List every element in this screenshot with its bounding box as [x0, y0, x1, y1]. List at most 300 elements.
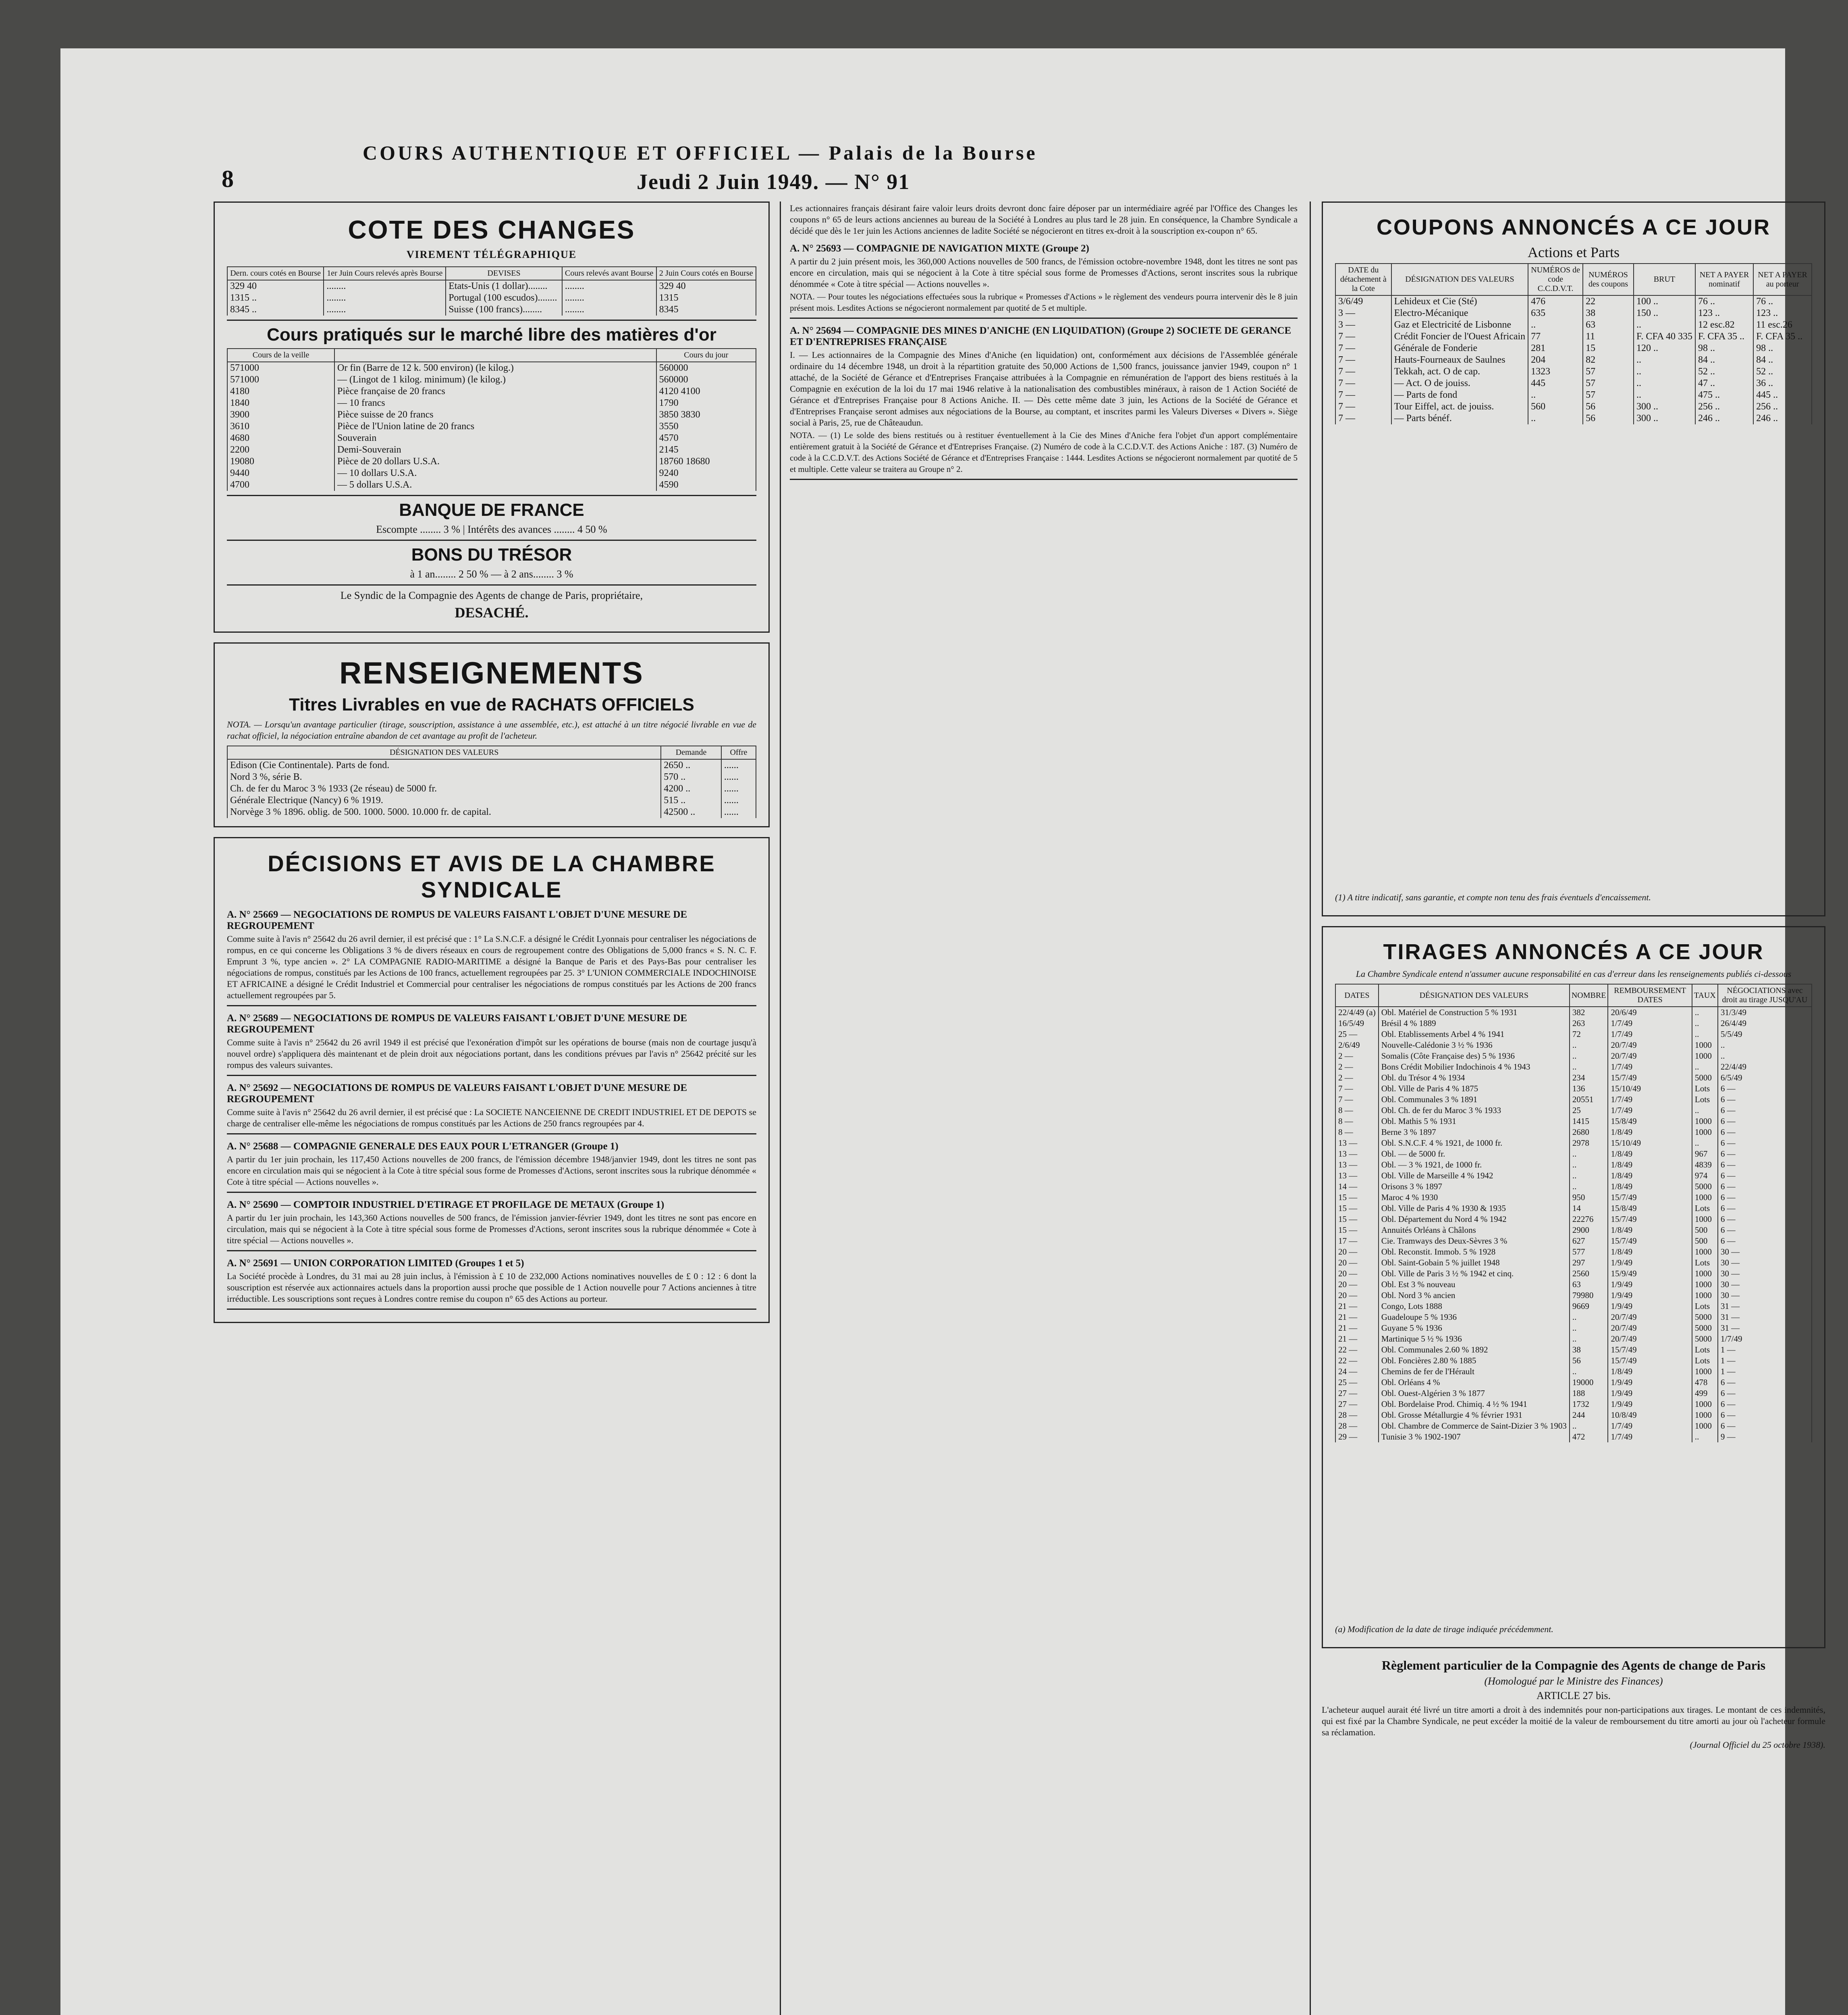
table-cell: 1000: [1692, 1366, 1718, 1377]
table-cell: 20/7/49: [1608, 1051, 1692, 1062]
table-row: [1335, 1029, 1812, 1040]
table-cell: Lots: [1692, 1094, 1718, 1105]
table-cell: 7 —: [1335, 1083, 1379, 1094]
page-title: COURS AUTHENTIQUE ET OFFICIEL — Palais de la Bourse: [363, 141, 1038, 164]
table-cell: 24 —: [1335, 1366, 1379, 1377]
column-header: NUMÉROS des coupons: [1583, 264, 1634, 295]
table-cell: 76 ..: [1695, 295, 1753, 307]
table-cell: Etats-Unis (1 dollar)........: [446, 280, 562, 292]
table-cell: Gaz et Electricité de Lisbonne: [1391, 319, 1528, 331]
table-cell: 31 —: [1718, 1323, 1812, 1334]
table-row: [1335, 1072, 1812, 1083]
table-cell: 47 ..: [1695, 378, 1753, 389]
avis-text: A partir du 1er juin prochain, les 143,360 Actions nouvelles de 500 francs, de l'émission janvier-février 1949, dont les titres ne sont pas encore en circulation, mais qui se négocient à la Cote à titre spécial sous forme de Promesses d'Actions, seront inscrites sous la rubrique dénommée « Cote à titre spécial — Actions nouvelles ».: [227, 1213, 756, 1245]
table-cell: Souverain: [334, 432, 656, 444]
table-cell: Pièce de l'Union latine de 20 francs: [334, 421, 656, 432]
table-cell: 6 —: [1718, 1138, 1812, 1149]
table-cell: ........: [562, 304, 656, 316]
table-row: [1335, 401, 1812, 413]
table-row: [1335, 1040, 1812, 1051]
table-cell: ..: [1718, 1051, 1812, 1062]
table-cell: 98 ..: [1695, 343, 1753, 354]
table-row: [227, 362, 756, 374]
table-cell: Lots: [1692, 1083, 1718, 1094]
table-cell: Obl. Nord 3 % ancien: [1379, 1290, 1570, 1301]
table-cell: ..: [1692, 1431, 1718, 1442]
table-cell: 1/7/49: [1608, 1105, 1692, 1116]
table-cell: 9669: [1570, 1301, 1608, 1312]
table-cell: Or fin (Barre de 12 k. 500 environ) (le kilog.): [334, 362, 656, 374]
table-cell: 8345 ..: [227, 304, 324, 316]
table-cell: 4590: [656, 479, 756, 491]
table-cell: ......: [721, 783, 756, 795]
table-cell: 1/7/49: [1608, 1431, 1692, 1442]
avis-item: [790, 325, 1298, 480]
table-cell: ..: [1570, 1149, 1608, 1159]
table-cell: 244: [1570, 1410, 1608, 1421]
table-cell: Obl. Reconstit. Immob. 5 % 1928: [1379, 1246, 1570, 1257]
table-cell: 9 —: [1718, 1431, 1812, 1442]
table-cell: 499: [1692, 1388, 1718, 1399]
table-cell: 15/7/49: [1608, 1236, 1692, 1246]
table-cell: 8345: [656, 304, 756, 316]
coupons-section: [1322, 202, 1825, 916]
table-cell: ..: [1692, 1138, 1718, 1149]
table-cell: 6 —: [1718, 1399, 1812, 1410]
table-cell: 4570: [656, 432, 756, 444]
table-cell: Pièce de 20 dollars U.S.A.: [334, 456, 656, 467]
column-header: 1er Juin Cours relevés après Bourse: [324, 267, 446, 280]
table-cell: 42500 ..: [661, 806, 721, 818]
table-row: [1335, 343, 1812, 354]
table-cell: ..: [1718, 1040, 1812, 1051]
table-row: [1335, 1366, 1812, 1377]
table-row: [1335, 1421, 1812, 1431]
table-cell: 1/7/49: [1608, 1094, 1692, 1105]
table-cell: 1/8/49: [1608, 1246, 1692, 1257]
table-cell: Bons Crédit Mobilier Indochinois 4 % 1943: [1379, 1062, 1570, 1072]
column-header: DEVISES: [446, 267, 562, 280]
table-cell: Obl. Etablissements Arbel 4 % 1941: [1379, 1029, 1570, 1040]
table-cell: Demi-Souverain: [334, 444, 656, 456]
column-header: NOMBRE: [1570, 984, 1608, 1007]
avis-item: [227, 1082, 756, 1134]
table-cell: 6 —: [1718, 1159, 1812, 1170]
column-header: REMBOURSEMENT DATES: [1608, 984, 1692, 1007]
table-row: [1335, 1149, 1812, 1159]
table-cell: — Parts de fond: [1391, 389, 1528, 401]
table-cell: 22: [1583, 295, 1634, 307]
table-cell: 28 —: [1335, 1421, 1379, 1431]
reglement-title: Règlement particulier de la Compagnie des Agents de change de Paris: [1381, 1658, 1766, 1672]
table-row: [1335, 1094, 1812, 1105]
col2-intro: Les actionnaires français désirant faire valoir leurs droits devront donc faire déposer par un intermédiaire agréé par l'Office des Changes les coupons n° 65 de leurs actions anciennes au bureau de la Société à Londres au plus tard le 28 juin. En conséquence, la Chambre Syndicale a décidé que dès le 1er juin les Actions anciennes de ladite Société se négocieront en titres ex-droit à la souscription ex-coupon n° 65.: [790, 203, 1298, 236]
table-cell: F. CFA 35 ..: [1753, 331, 1812, 343]
table-cell: 15/7/49: [1608, 1344, 1692, 1355]
table-row: [1335, 1127, 1812, 1138]
table-cell: 76 ..: [1753, 295, 1812, 307]
table-row: [1335, 1399, 1812, 1410]
avis-item: [227, 1013, 756, 1076]
table-cell: 6 —: [1718, 1203, 1812, 1214]
table-cell: 5000: [1692, 1072, 1718, 1083]
reglement-source: (Journal Officiel du 25 octobre 1938).: [1690, 1740, 1825, 1750]
table-cell: 20/6/49: [1608, 1007, 1692, 1018]
table-cell: 297: [1570, 1257, 1608, 1268]
reglement-text: L'acheteur auquel aurait été livré un titre amorti a droit à des indemnités pour non-participations aux tirages. Le montant de ces indemnités, qui est fixé par la Chambre Syndicale, ne peut excéder la moitié de la valeur de remboursement du titre amorti au jour où l'acheteur formule sa réclamation.: [1322, 1705, 1825, 1737]
table-cell: ........: [562, 280, 656, 292]
table-row: [1335, 1225, 1812, 1236]
avis-item: [790, 243, 1298, 319]
avis-item: [227, 909, 756, 1006]
table-cell: 7 —: [1335, 389, 1391, 401]
changes-table: [227, 266, 756, 316]
table-row: [1335, 1138, 1812, 1149]
avis-nota: NOTA. — Pour toutes les négociations effectuées sous la rubrique « Promesses d'Actions » le règlement des vendeurs pourra intervenir dès le 8 juin présent mois. Lesdites Actions se négocieront normalement par quotité de 5 et multiple.: [790, 292, 1298, 313]
table-cell: Edison (Cie Continentale). Parts de fond.: [227, 759, 661, 771]
bank-line: Escompte ........ 3 % | Intérêts des avances ........ 4 50 %: [376, 523, 607, 535]
syndic-name: DESACHÉ.: [455, 604, 529, 621]
table-cell: 627: [1570, 1236, 1608, 1246]
table-cell: 15/8/49: [1608, 1116, 1692, 1127]
column-header: DÉSIGNATION DES VALEURS: [227, 746, 661, 759]
table-cell: 635: [1528, 307, 1583, 319]
table-row: [227, 280, 756, 292]
table-cell: 20 —: [1335, 1246, 1379, 1257]
column-header: NUMÉROS de code C.C.D.V.T.: [1528, 264, 1583, 295]
table-cell: 7 —: [1335, 343, 1391, 354]
coupons-note: (1) A titre indicatif, sans garantie, et compte non tenu des frais éventuels d'encaissement.: [1335, 892, 1651, 902]
avis-heading: A. N° 25688 — COMPAGNIE GENERALE DES EAUX POUR L'ETRANGER (Groupe 1): [227, 1141, 619, 1152]
table-cell: ..: [1634, 389, 1695, 401]
table-cell: 571000: [227, 362, 334, 374]
table-cell: 300 ..: [1634, 401, 1695, 413]
table-row: [1335, 1246, 1812, 1257]
table-row: [227, 444, 756, 456]
table-cell: 560000: [656, 374, 756, 386]
tirages-title: TIRAGES ANNONCÉS A CE JOUR: [1383, 940, 1764, 964]
table-cell: Obl. Ville de Paris 4 % 1875: [1379, 1083, 1570, 1094]
table-cell: 8 —: [1335, 1116, 1379, 1127]
table-cell: Nord 3 %, série B.: [227, 771, 661, 783]
table-row: [227, 421, 756, 432]
table-cell: Obl. Ville de Marseille 4 % 1942: [1379, 1170, 1570, 1181]
table-cell: Lehideux et Cie (Sté): [1391, 295, 1528, 307]
table-cell: 1/8/49: [1608, 1170, 1692, 1181]
table-cell: 1/7/49: [1608, 1062, 1692, 1072]
table-cell: 21 —: [1335, 1312, 1379, 1323]
table-cell: Pièce française de 20 francs: [334, 386, 656, 397]
table-row: [1335, 1323, 1812, 1334]
table-cell: 515 ..: [661, 795, 721, 806]
table-cell: Cie. Tramways des Deux-Sèvres 3 %: [1379, 1236, 1570, 1246]
table-cell: 246 ..: [1753, 413, 1812, 424]
table-cell: 7 —: [1335, 1094, 1379, 1105]
table-cell: 84 ..: [1753, 354, 1812, 366]
table-cell: 6 —: [1718, 1377, 1812, 1388]
table-cell: 21 —: [1335, 1334, 1379, 1344]
table-row: [1335, 1334, 1812, 1344]
table-cell: Obl. Bordelaise Prod. Chimiq. 4 ½ % 1941: [1379, 1399, 1570, 1410]
table-cell: 1/8/49: [1608, 1127, 1692, 1138]
table-cell: Maroc 4 % 1930: [1379, 1192, 1570, 1203]
table-cell: — 5 dollars U.S.A.: [334, 479, 656, 491]
table-cell: 2 —: [1335, 1051, 1379, 1062]
table-cell: 57: [1583, 366, 1634, 378]
table-cell: 52 ..: [1695, 366, 1753, 378]
table-cell: 3/6/49: [1335, 295, 1391, 307]
table-cell: 15 —: [1335, 1214, 1379, 1225]
table-cell: ......: [721, 795, 756, 806]
table-cell: ..: [1570, 1051, 1608, 1062]
table-row: [227, 467, 756, 479]
table-cell: 98 ..: [1753, 343, 1812, 354]
table-cell: 2978: [1570, 1138, 1608, 1149]
table-cell: 27 —: [1335, 1388, 1379, 1399]
newspaper-page: [60, 48, 1825, 2015]
table-cell: 56: [1583, 413, 1634, 424]
table-cell: 6 —: [1718, 1421, 1812, 1431]
tirages-table: [1335, 984, 1812, 1442]
column-header: Demande: [661, 746, 721, 759]
table-cell: 11 esc.26: [1753, 319, 1812, 331]
table-cell: 1000: [1692, 1268, 1718, 1279]
table-cell: 7 —: [1335, 354, 1391, 366]
table-cell: Obl. Communales 3 % 1891: [1379, 1094, 1570, 1105]
table-cell: 7 —: [1335, 401, 1391, 413]
table-cell: Obl. Ch. de fer du Maroc 3 % 1933: [1379, 1105, 1570, 1116]
table-row: [1335, 1170, 1812, 1181]
table-row: [1335, 295, 1812, 307]
bank-title: BANQUE DE FRANCE: [399, 500, 584, 520]
table-cell: Générale Electrique (Nancy) 6 % 1919.: [227, 795, 661, 806]
table-cell: 30 —: [1718, 1279, 1812, 1290]
table-cell: 1790: [656, 397, 756, 409]
avis-nota: NOTA. — (1) Le solde des biens restitués ou à restituer éventuellement à la Cie des Mines d'Aniche fera l'objet d'un apport complémentaire entièrement gratuit à la Société de Gérance et d'Entreprises Française. (2) Numéro de code à la C.C.D.V.T. des Actions Aniche : 187. (3) Numéro de code à la C.C.D.V.T. des Actions Société de Gérance et d'Entreprises Française : 1444. Lesdites Actions se négocieront normalement par quotité de 5 et multiple. Cette valeur se traitera au Groupe n° 2.: [790, 430, 1298, 474]
table-cell: 7 —: [1335, 366, 1391, 378]
table-cell: 1/9/49: [1608, 1257, 1692, 1268]
table-cell: ..: [1692, 1062, 1718, 1072]
table-cell: Congo, Lots 1888: [1379, 1301, 1570, 1312]
table-cell: Tekkah, act. O de cap.: [1391, 366, 1528, 378]
table-cell: 7 —: [1335, 413, 1391, 424]
table-cell: 9240: [656, 467, 756, 479]
table-row: [227, 386, 756, 397]
table-row: [1335, 1236, 1812, 1246]
table-cell: 329 40: [656, 280, 756, 292]
tirages-subtitle: La Chambre Syndicale entend n'assumer aucune responsabilité en cas d'erreur dans les renseignements publiés ci-dessous: [1356, 969, 1792, 979]
table-cell: Lots: [1692, 1355, 1718, 1366]
table-cell: 136: [1570, 1083, 1608, 1094]
decisions-title: DÉCISIONS ET AVIS DE LA CHAMBRE SYNDICALE: [268, 851, 716, 902]
table-cell: 6 —: [1718, 1388, 1812, 1399]
table-cell: 22 —: [1335, 1344, 1379, 1355]
table-cell: 476: [1528, 295, 1583, 307]
table-row: [1335, 1116, 1812, 1127]
column-header: 2 Juin Cours cotés en Bourse: [656, 267, 756, 280]
table-cell: 300 ..: [1634, 413, 1695, 424]
table-cell: 17 —: [1335, 1236, 1379, 1246]
table-cell: 2200: [227, 444, 334, 456]
table-cell: 263: [1570, 1018, 1608, 1029]
table-cell: ........: [562, 292, 656, 304]
column-header: Cours du jour: [656, 349, 756, 362]
avis-heading: A. N° 25689 — NEGOCIATIONS DE ROMPUS DE VALEURS FAISANT L'OBJET D'UNE MESURE DE REGROUPEMENT: [227, 1013, 687, 1035]
table-cell: 6 —: [1718, 1181, 1812, 1192]
table-cell: 1000: [1692, 1410, 1718, 1421]
table-cell: 4180: [227, 386, 334, 397]
table-cell: 100 ..: [1634, 295, 1695, 307]
renseignements-section: [214, 642, 770, 827]
table-cell: F. CFA 40 335: [1634, 331, 1695, 343]
table-cell: — 10 francs: [334, 397, 656, 409]
table-cell: 30 —: [1718, 1257, 1812, 1268]
table-row: [1335, 1290, 1812, 1301]
table-cell: Orisons 3 % 1897: [1379, 1181, 1570, 1192]
table-cell: 63: [1570, 1279, 1608, 1290]
table-cell: 15: [1583, 343, 1634, 354]
table-cell: 445: [1528, 378, 1583, 389]
changes-section: [214, 202, 770, 633]
table-row: [1335, 1159, 1812, 1170]
table-row: [227, 432, 756, 444]
table-row: [1335, 1312, 1812, 1323]
table-cell: 123 ..: [1695, 307, 1753, 319]
table-row: [1335, 1377, 1812, 1388]
table-cell: 82: [1583, 354, 1634, 366]
avis-heading: A. N° 25690 — COMPTOIR INDUSTRIEL D'ETIRAGE ET PROFILAGE DE METAUX (Groupe 1): [227, 1199, 664, 1210]
table-row: [227, 374, 756, 386]
table-cell: 79980: [1570, 1290, 1608, 1301]
table-cell: 15/10/49: [1608, 1083, 1692, 1094]
renseignements-subtitle: Titres Livrables en vue de RACHATS OFFICIELS: [289, 695, 694, 715]
table-cell: 14: [1570, 1203, 1608, 1214]
renseignements-title: RENSEIGNEMENTS: [339, 656, 644, 690]
table-cell: 974: [1692, 1170, 1718, 1181]
table-cell: Obl. Communales 2.60 % 1892: [1379, 1344, 1570, 1355]
column-left: [214, 202, 770, 2015]
table-row: [1335, 389, 1812, 401]
column-header: DATES: [1335, 984, 1379, 1007]
column-right: [1322, 202, 1825, 2015]
table-cell: 15/8/49: [1608, 1203, 1692, 1214]
table-cell: 204: [1528, 354, 1583, 366]
table-cell: 29 —: [1335, 1431, 1379, 1442]
table-cell: Pièce suisse de 20 francs: [334, 409, 656, 421]
table-cell: 2680: [1570, 1127, 1608, 1138]
table-cell: Nouvelle-Calédonie 3 ½ % 1936: [1379, 1040, 1570, 1051]
table-cell: Lots: [1692, 1301, 1718, 1312]
table-cell: 1/7/49: [1608, 1421, 1692, 1431]
table-row: [227, 479, 756, 491]
table-row: [227, 456, 756, 467]
coupons-subtitle: Actions et Parts: [1528, 244, 1620, 260]
table-cell: — Parts bénéf.: [1391, 413, 1528, 424]
table-cell: 445 ..: [1753, 389, 1812, 401]
bons-line: à 1 an........ 2 50 % — à 2 ans........ 3 %: [410, 568, 573, 580]
table-cell: 560000: [656, 362, 756, 374]
table-cell: 950: [1570, 1192, 1608, 1203]
column-header: NET A PAYER nominatif: [1695, 264, 1753, 295]
table-row: [227, 759, 756, 771]
table-cell: 13 —: [1335, 1170, 1379, 1181]
table-cell: 15/7/49: [1608, 1214, 1692, 1225]
table-cell: 246 ..: [1695, 413, 1753, 424]
table-cell: ..: [1634, 319, 1695, 331]
table-cell: ..: [1692, 1018, 1718, 1029]
table-cell: Norvège 3 % 1896. oblig. de 500. 1000. 5000. 10.000 fr. de capital.: [227, 806, 661, 818]
table-cell: 1000: [1692, 1051, 1718, 1062]
table-cell: 1000: [1692, 1246, 1718, 1257]
table-row: [227, 771, 756, 783]
table-cell: 3850 3830: [656, 409, 756, 421]
table-cell: 1/9/49: [1608, 1301, 1692, 1312]
table-cell: Guadeloupe 5 % 1936: [1379, 1312, 1570, 1323]
table-cell: 1/8/49: [1608, 1159, 1692, 1170]
table-cell: Obl. Ouest-Algérien 3 % 1877: [1379, 1388, 1570, 1399]
table-cell: 13 —: [1335, 1138, 1379, 1149]
table-cell: 38: [1570, 1344, 1608, 1355]
table-cell: 12 esc.82: [1695, 319, 1753, 331]
coupons-table: [1335, 263, 1812, 424]
table-cell: ..: [1634, 354, 1695, 366]
tirages-note: (a) Modification de la date de tirage indiquée précédemment.: [1335, 1624, 1553, 1634]
avis-item: [227, 1199, 756, 1251]
table-cell: 5/5/49: [1718, 1029, 1812, 1040]
table-cell: 8 —: [1335, 1127, 1379, 1138]
table-cell: 77: [1528, 331, 1583, 343]
table-cell: 281: [1528, 343, 1583, 354]
table-cell: Berne 3 % 1897: [1379, 1127, 1570, 1138]
table-row: [227, 304, 756, 316]
table-row: [1335, 1181, 1812, 1192]
table-cell: 14 —: [1335, 1181, 1379, 1192]
table-cell: 1000: [1692, 1399, 1718, 1410]
table-cell: ..: [1570, 1366, 1608, 1377]
table-cell: 1/7/49: [1608, 1029, 1692, 1040]
table-cell: 2 —: [1335, 1062, 1379, 1072]
table-cell: 188: [1570, 1388, 1608, 1399]
table-row: [227, 795, 756, 806]
table-cell: 15/7/49: [1608, 1192, 1692, 1203]
table-cell: 25 —: [1335, 1029, 1379, 1040]
table-cell: 5000: [1692, 1323, 1718, 1334]
bons-title: BONS DU TRÉSOR: [411, 545, 572, 565]
table-cell: ..: [1692, 1029, 1718, 1040]
avis-text: Comme suite à l'avis n° 25642 du 26 avril dernier, il est précisé que : La SOCIETE NANCEIENNE DE CREDIT INDUSTRIEL ET DE DEPOTS se charge de centraliser elle-même les négociations de rompus constitués par les Actions de 250 francs regroupées par 4.: [227, 1107, 756, 1128]
table-cell: 19080: [227, 456, 334, 467]
table-cell: Tour Eiffel, act. de jouiss.: [1391, 401, 1528, 413]
table-cell: 15/10/49: [1608, 1138, 1692, 1149]
table-cell: 1/9/49: [1608, 1388, 1692, 1399]
table-cell: 4700: [227, 479, 334, 491]
table-cell: 5000: [1692, 1181, 1718, 1192]
decisions-section: [214, 837, 770, 1323]
table-cell: Portugal (100 escudos)........: [446, 292, 562, 304]
table-cell: Lots: [1692, 1344, 1718, 1355]
table-cell: 3550: [656, 421, 756, 432]
table-cell: 9440: [227, 467, 334, 479]
table-cell: Brésil 4 % 1889: [1379, 1018, 1570, 1029]
table-cell: 560: [1528, 401, 1583, 413]
table-row: [1335, 1268, 1812, 1279]
table-cell: Obl. du Trésor 4 % 1934: [1379, 1072, 1570, 1083]
table-cell: 15 —: [1335, 1192, 1379, 1203]
table-cell: 5000: [1692, 1334, 1718, 1344]
table-cell: 1315 ..: [227, 292, 324, 304]
avis-text: I. — Les actionnaires de la Compagnie des Mines d'Aniche (en liquidation) ont, conformément aux décisions de l'Assemblée générale ordinaire du 14 décembre 1948, un droit à la répartition gratuite des 50,000 Actions de 1,500 francs, jouissance janvier 1949, coupon n° 1 attaché, de la Société de Gérance et d'Entreprises Française attribuées à la Compagnie en rémunération de l'apport des biens restitués à la Compagnie en exécution de la loi du 17 mai 1946 relative à la nationalisation des combustibles minéraux, à raison de 1 Action Société de Gérance et d'Entreprises Française pour 8 Actions Aniche. II. — Dès cette même date 3 juin, les Actions de la Société de Gérance et d'Entreprises Française seront admises aux négociations de la Bourse, au comptant, et inscrites parmi les Valeurs Diverses « Divers ». Siège social à Paris, 25, rue de Châteaudun.: [790, 350, 1298, 428]
table-cell: 6 —: [1718, 1105, 1812, 1116]
